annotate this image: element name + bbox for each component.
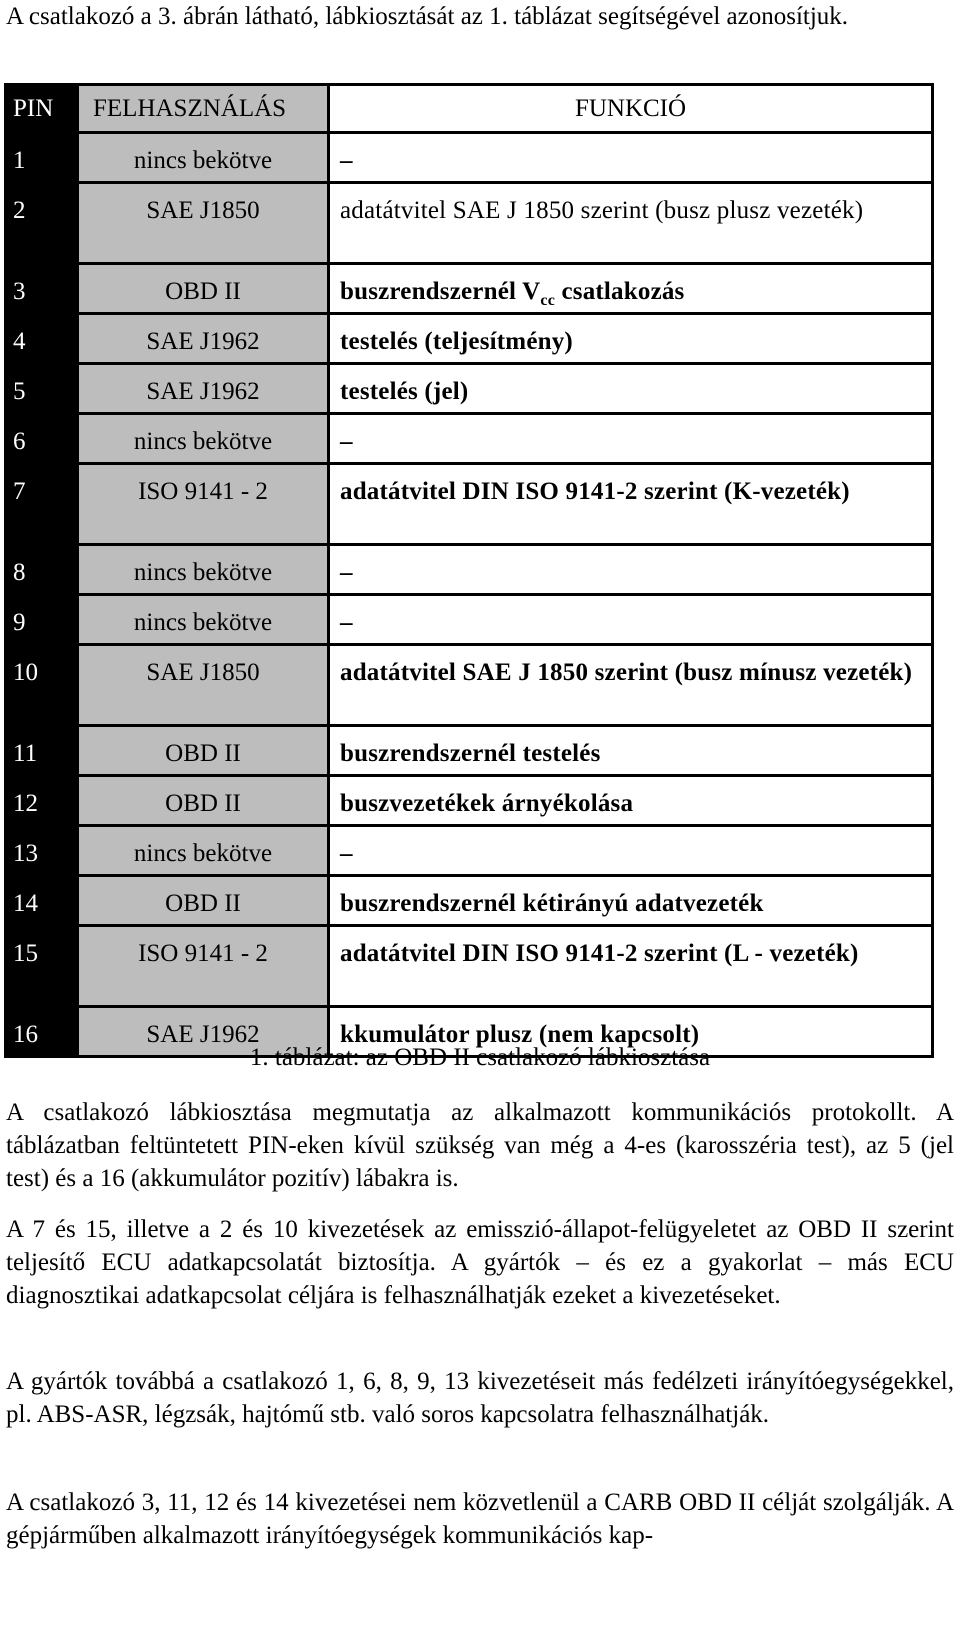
pin-function-text: buszrendszernél V	[340, 278, 541, 305]
pin-usage: ISO 9141 - 2	[138, 478, 268, 505]
table-row	[6, 776, 933, 826]
pin-usage: nincs bekötve	[133, 428, 273, 455]
table-row	[6, 364, 933, 414]
pin-number: 6	[13, 428, 26, 455]
pin-number: 15	[13, 940, 38, 967]
pin-usage: OBD II	[165, 890, 241, 917]
pin-function: buszrendszernél testelés	[340, 740, 601, 767]
table-row	[6, 545, 933, 595]
pin-usage: OBD II	[165, 278, 241, 305]
pin-function-text: csatlakozás	[555, 278, 685, 305]
pin-function: –	[340, 840, 353, 867]
pin-function: adatátvitel DIN ISO 9141-2 szerint (L - vezeték)	[340, 940, 859, 967]
pin-function: kkumulátor plusz (nem kapcsolt)	[340, 1021, 700, 1048]
pin-function: –	[340, 609, 353, 636]
pin-number: 12	[13, 790, 38, 817]
pin-number: 13	[13, 840, 38, 867]
table-row	[6, 264, 933, 314]
header-usage: FELHASZNÁLÁS	[78, 85, 329, 133]
pin-number: 10	[13, 659, 38, 686]
pin-function-subscript: cc	[540, 292, 556, 309]
pin-function: testelés (jel)	[340, 378, 469, 405]
pin-usage: SAE J1962	[146, 328, 260, 355]
pin-usage: nincs bekötve	[133, 559, 273, 586]
table-row	[6, 314, 933, 364]
table-row	[6, 414, 933, 464]
pin-usage: SAE J1850	[146, 197, 260, 224]
table-caption: 1. táblázat: az OBD II csatlakozó lábkiosztása	[249, 1044, 711, 1071]
pin-usage: nincs bekötve	[133, 840, 273, 867]
pin-number: 8	[13, 559, 26, 586]
pin-function: buszvezetékek árnyékolása	[340, 790, 634, 817]
pin-usage: OBD II	[165, 740, 241, 767]
body-paragraph: A csatlakozó lábkiosztása megmutatja az alkalmazott kommunikációs protokollt. A táblázatban feltüntetett PIN-eken kívül szükség van még a 4-es (karosszéria test), az 5 (jel test) és a 16 (akkumulátor pozitív) lábakra is.	[6, 1099, 954, 1192]
pin-function: –	[340, 559, 353, 586]
pin-usage: ISO 9141 - 2	[138, 940, 268, 967]
table-row	[6, 726, 933, 776]
pin-usage: SAE J1850	[146, 659, 260, 686]
pin-function: buszrendszernél kétirányú adatvezeték	[340, 890, 764, 917]
pin-number: 3	[13, 278, 26, 305]
table-row	[6, 826, 933, 876]
table-row	[6, 133, 933, 183]
table-row	[6, 876, 933, 926]
pin-number: 4	[13, 328, 26, 355]
header-pin: PIN	[6, 85, 78, 133]
body-paragraph: A csatlakozó 3, 11, 12 és 14 kivezetései nem közvetlenül a CARB OBD II célját szolgálják. A gépjárműben alkalmazott irányítóegységek kommunikációs kap-	[6, 1489, 954, 1549]
table-row	[6, 464, 933, 545]
body-paragraph: A 7 és 15, illetve a 2 és 10 kivezetések az emisszió-állapot-felügyeletet az OBD II szerint teljesítő ECU adatkapcsolatát biztosítja. A gyártók – és ez a gyakorlat – más ECU diagnosztikai adatkapcsolat céljára is felhasználhatják ezeket a kivezetéseket.	[6, 1216, 954, 1309]
pin-usage: nincs bekötve	[133, 147, 273, 174]
pin-number: 16	[13, 1021, 38, 1048]
pin-function	[340, 265, 931, 308]
pin-usage: SAE J1962	[146, 1021, 260, 1048]
pin-number: 7	[13, 478, 26, 505]
pin-usage: nincs bekötve	[133, 609, 273, 636]
pin-number: 14	[13, 890, 38, 917]
pin-function: adatátvitel DIN ISO 9141-2 szerint (K-vezeték)	[340, 478, 850, 505]
pin-usage: OBD II	[165, 790, 241, 817]
pin-function: –	[340, 147, 353, 174]
table-header-row	[6, 85, 933, 133]
pin-function: adatátvitel SAE J 1850 szerint (busz plusz vezeték)	[340, 197, 864, 224]
header-function: FUNKCIÓ	[329, 85, 933, 133]
table-row	[6, 645, 933, 726]
pin-function: –	[340, 428, 353, 455]
pin-number: 2	[13, 197, 26, 224]
body-paragraph: A gyártók továbbá a csatlakozó 1, 6, 8, 9, 13 kivezetéseit más fedélzeti irányítóegységekkel, pl. ABS-ASR, légzsák, hajtómű stb. való soros kapcsolatra felhasználhatják.	[6, 1368, 954, 1428]
table-row	[6, 183, 933, 264]
intro-paragraph: A csatlakozó a 3. ábrán látható, lábkiosztását az 1. táblázat segítségével azonosítjuk.	[6, 3, 849, 30]
pin-number: 5	[13, 378, 26, 405]
pin-number: 9	[13, 609, 26, 636]
table-row	[6, 926, 933, 1007]
pin-usage: SAE J1962	[146, 378, 260, 405]
pin-number: 1	[13, 147, 26, 174]
table-row	[6, 595, 933, 645]
obd-pinout-table	[4, 83, 934, 1058]
pin-function: adatátvitel SAE J 1850 szerint (busz mínusz vezeték)	[340, 659, 913, 686]
pin-number: 11	[13, 740, 38, 767]
pin-function: testelés (teljesítmény)	[340, 328, 573, 355]
